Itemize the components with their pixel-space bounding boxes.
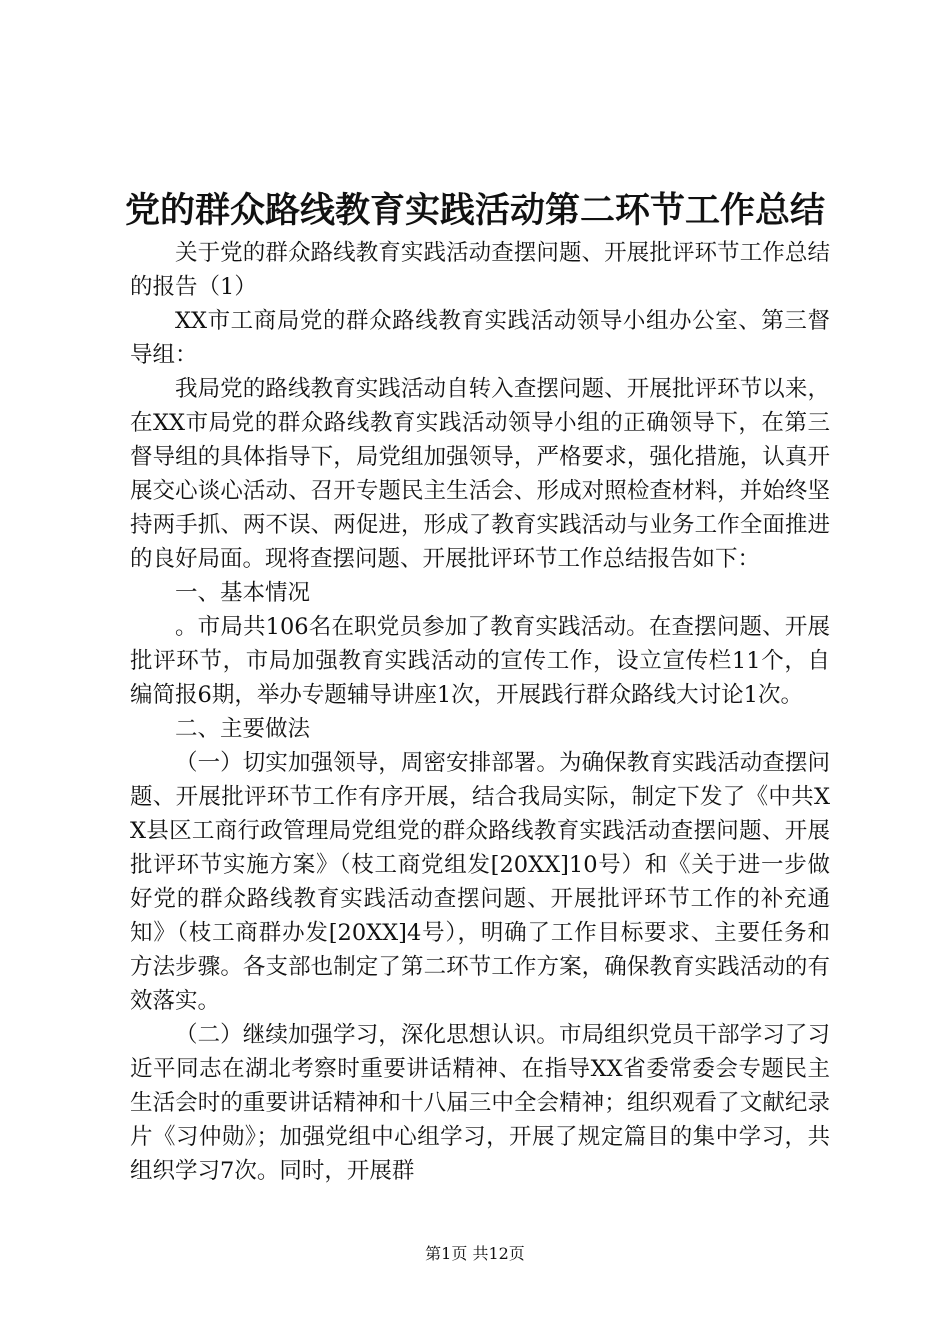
- report-heading-paragraph: 关于党的群众路线教育实践活动查摆问题、开展批评环节工作总结的报告（1）: [130, 240, 830, 300]
- intro-paragraph: 我局党的路线教育实践活动自转入查摆问题、开展批评环节以来，在XX市局党的群众路线教育实践活动领导小组的正确领导下，在第三督导组的具体指导下，局党组加强领导，严格要求，强化措施，认真开展交心谈心活动、召开专题民主生活会、形成对照检查材料，并始终坚持两手抓、两不误、两促进，形成了教育实践活动与业务工作全面推进的良好局面。现将查摆问题、开展批评环节工作总结报告如下：: [130, 376, 830, 572]
- section-heading-basic-situation: 一、基本情况: [175, 580, 311, 606]
- document-body: [130, 236, 830, 1188]
- method-one-paragraph: （一）切实加强领导，周密安排部署。为确保教育实践活动查摆问题、开展批评环节工作有序开展，结合我局实际，制定下发了《中共XX县区工商行政管理局党组党的群众路线教育实践活动查摆问题、开展批评环节实施方案》（枝工商党组发[20XX]10号）和《关于进一步做好党的群众路线教育实践活动查摆问题、开展批评环节工作的补充通知》（枝工商群办发[20XX]4号），明确了工作目标要求、主要任务和方法步骤。各支部也制定了第二环节工作方案，确保教育实践活动的有效落实。: [130, 750, 830, 1014]
- section-heading-main-methods: 二、主要做法: [175, 716, 311, 742]
- basic-situation-paragraph: 。市局共106名在职党员参加了教育实践活动。在查摆问题、开展批评环节，市局加强教育实践活动的宣传工作，设立宣传栏11个，自编简报6期，举办专题辅导讲座1次，开展践行群众路线大讨论1次。: [130, 614, 830, 708]
- page-footer: 第1页 共12页: [425, 1244, 525, 1263]
- addressee-paragraph: XX市工商局党的群众路线教育实践活动领导小组办公室、第三督导组：: [130, 308, 830, 368]
- document-title: 党的群众路线教育实践活动第二环节工作总结: [124, 190, 825, 231]
- method-two-paragraph: （二）继续加强学习，深化思想认识。市局组织党员干部学习了习近平同志在湖北考察时重要讲话精神、在指导XX省委常委会专题民主生活会时的重要讲话精神和十八届三中全会精神；组织观看了文献纪录片《习仲勋》；加强党组中心组学习，开展了规定篇目的集中学习，共组织学习7次。同时，开展群: [130, 1022, 830, 1184]
